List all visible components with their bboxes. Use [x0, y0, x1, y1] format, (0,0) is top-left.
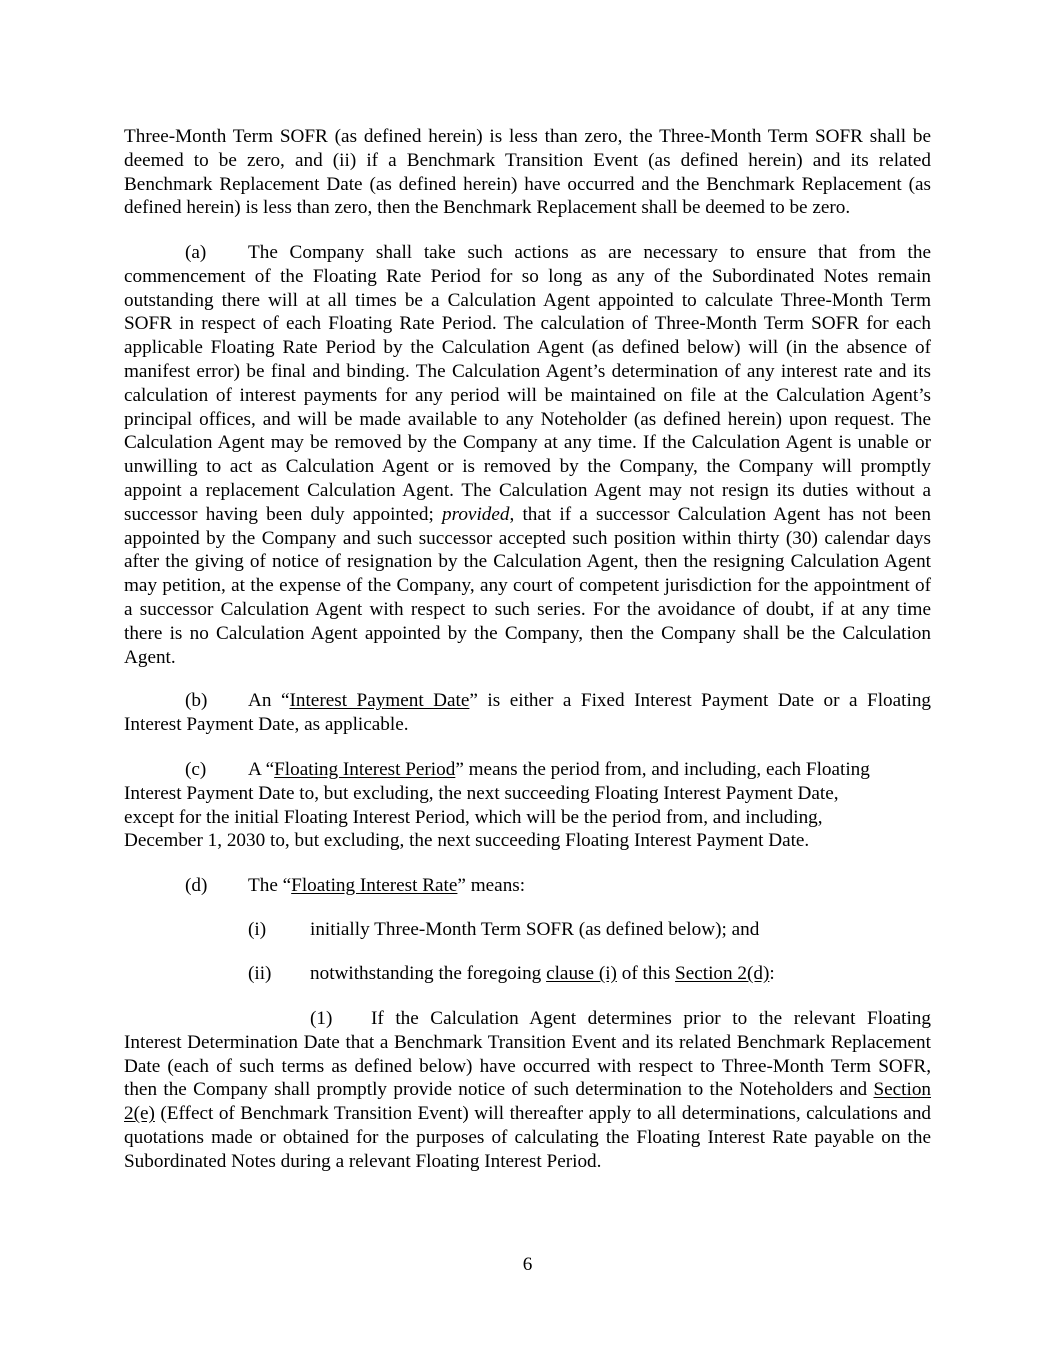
- item-1-label: (1): [310, 1008, 333, 1029]
- paragraph-b: [124, 689, 931, 737]
- paragraph-a: [124, 241, 931, 669]
- paragraph-d: [124, 874, 931, 898]
- intro-paragraph-text: Three-Month Term SOFR (as defined herein) is less than zero, the Three-Month Term SOFR shall be deemed to be zero, and (ii) if a Benchmark Transition Event (as defined herein) and its related Benchmark Replacement Date (as defined herein) have occurred and the Benchmark Replacement (as defined herein) is less than zero, then the Benchmark Replacement shall be deemed to be zero.: [124, 126, 931, 219]
- paragraph-c-label: (c): [185, 759, 207, 780]
- clause-i-reference: clause (i): [546, 963, 617, 984]
- defined-term-interest-payment-date: Interest Payment Date: [289, 690, 470, 711]
- paragraph-b-label: (b): [185, 690, 208, 711]
- paragraph-c-line-4: December 1, 2030 to, but excluding, the next succeeding Floating Interest Payment Date.: [124, 830, 810, 852]
- item-1: [124, 1007, 931, 1174]
- item-ii-text-end: :: [769, 963, 775, 984]
- item-ii-text-middle: of this: [621, 963, 671, 984]
- defined-term-floating-interest-rate: Floating Interest Rate: [291, 875, 458, 896]
- item-1-text: If the Calculation Agent determines prior to the relevant Floating Interest Determination Date that a Benchmark Transition Event and its related Benchmark Replacement Date (each of such terms as defined below) have occurred with respect to Three-Month Term SOFR, then the Company shall promptly provide notice of such determination to the Noteholders and: [124, 1008, 931, 1101]
- paragraph-d-label: (d): [185, 875, 208, 896]
- paragraph-c: [124, 758, 931, 853]
- paragraph-b-prefix: An “: [248, 690, 290, 711]
- item-i: [124, 918, 931, 942]
- paragraph-c-prefix: A “: [248, 759, 275, 780]
- defined-term-floating-interest-period: Floating Interest Period: [274, 759, 456, 780]
- paragraph-b-text: ” is either a Fixed Interest Payment Date or a Floating Interest Payment Date, as applicable.: [124, 690, 932, 735]
- paragraph-a-text: The Company shall take such actions as are necessary to ensure that from the commencement of the Floating Rate Period for so long as any of the Subordinated Notes remain outstanding there will at all times be a Calculation Agent appointed to calculate Three-Month Term SOFR in respect of each Floating Rate Period. The calculation of Three-Month Term SOFR for each applicable Floating Rate Period by the Calculation Agent (as defined below) will (in the absence of manifest error) be final and binding. The Calculation Agent’s determination of any interest rate and its calculation of interest payments for any period will be maintained on file at the Calculation Agent’s principal offices, and will be made available to any Noteholder (as defined herein) upon request. The Calculation Agent may be removed by the Company at any time. If the Calculation Agent is unable or unwilling to act as Calculation Agent or is removed by the Company, the Company will promptly appoint a replacement Calculation Agent. The Calculation Agent may not resign its duties without a successor having been duly appointed;: [124, 242, 931, 525]
- paragraph-c-line-1-text: ” means the period from, and including, each Floating: [455, 759, 870, 780]
- item-i-text: initially Three-Month Term SOFR (as defined below); and: [310, 919, 760, 940]
- page-number: 6: [522, 1254, 533, 1275]
- item-ii: [124, 962, 931, 986]
- paragraph-c-line-1: [124, 758, 931, 782]
- item-1-text-continued: (Effect of Benchmark Transition Event) will thereafter apply to all determinations, calculations and quotations made or obtained for the purposes of calculating the Floating Interest Rate payable on the Subordinated Notes during a relevant Floating Interest Period.: [124, 1103, 932, 1172]
- paragraph-d-text: ” means:: [457, 875, 526, 896]
- paragraph-a-text-continued: , that if a successor Calculation Agent has not been appointed by the Company and such successor accepted such position within thirty (30) calendar days after the giving of notice of resignation by the Calculation Agent, then the resigning Calculation Agent may petition, at the expense of the Company, any court of competent jurisdiction for the appointment of a successor Calculation Agent with respect to such series. For the avoidance of doubt, if at any time there is no Calculation Agent appointed by the Company, then the Company shall be the Calculation Agent.: [124, 503, 932, 668]
- paragraph-a-label: (a): [185, 242, 207, 263]
- section-2e-reference: Section 2(e): [124, 1079, 932, 1125]
- item-i-label: (i): [248, 919, 267, 940]
- intro-paragraph: [124, 125, 931, 220]
- paragraph-c-line-2: Interest Payment Date to, but excluding, the next succeeding Floating Interest Payment Date,: [124, 782, 839, 804]
- item-ii-label: (ii): [248, 963, 272, 984]
- proviso-italic: provided: [441, 503, 510, 525]
- paragraph-d-prefix: The “: [248, 875, 292, 896]
- item-ii-text: notwithstanding the foregoing: [310, 963, 542, 984]
- section-2d-reference: Section 2(d): [675, 963, 770, 984]
- paragraph-c-line-3: except for the initial Floating Interest Period, which will be the period from, and including,: [124, 806, 823, 828]
